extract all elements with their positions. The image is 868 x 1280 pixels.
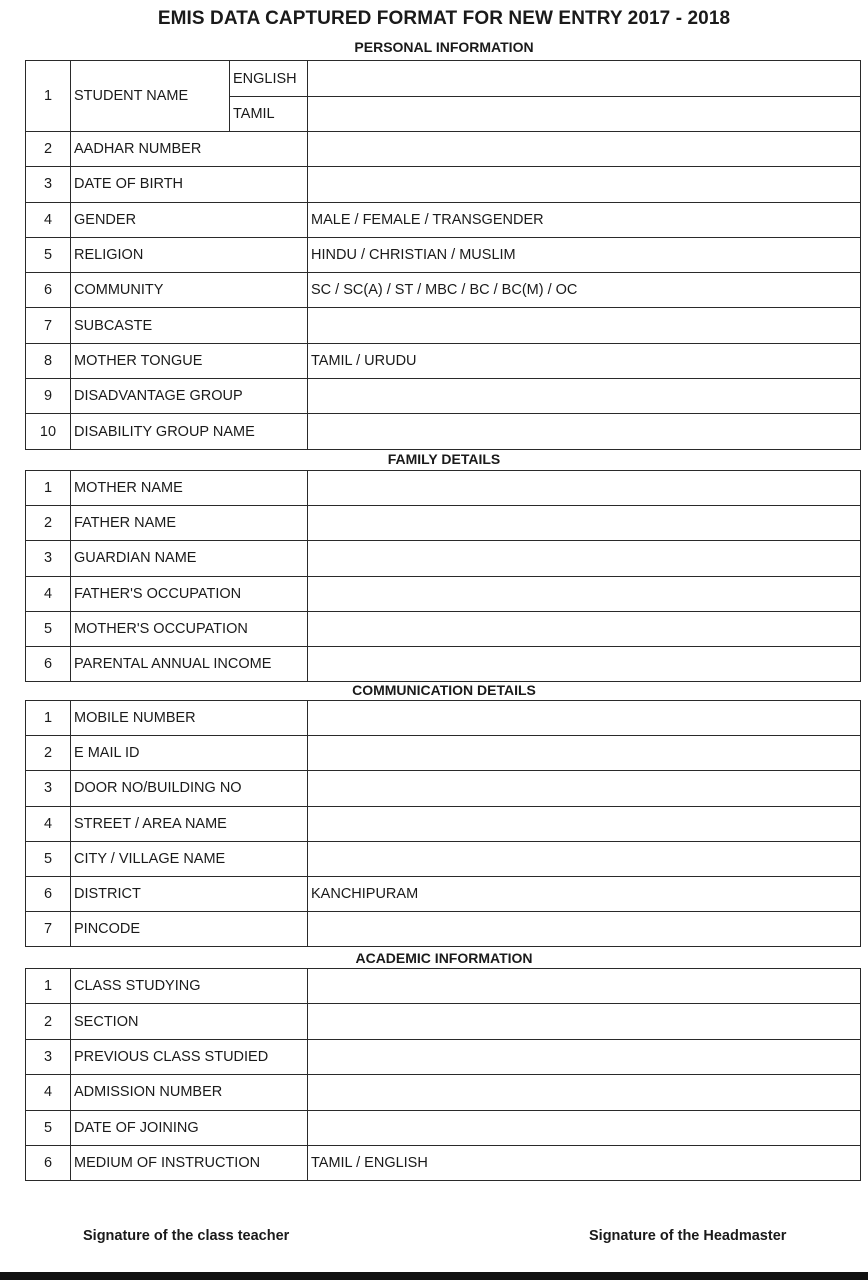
table-row [26,771,861,806]
row-number: 6 [26,1145,71,1180]
table-row [26,202,861,237]
row-label: MOTHER TONGUE [71,343,308,378]
class-teacher-signature-label: Signature of the class teacher [83,1228,290,1244]
row-label: SUBCASTE [71,308,308,343]
guardian-name-field[interactable] [308,541,861,576]
row-number: 2 [26,132,71,167]
row-number: 6 [26,646,71,681]
row-number: 4 [26,1075,71,1110]
e-mail-id-field[interactable] [308,736,861,771]
row-label: DISABILITY GROUP NAME [71,414,308,449]
table-row [26,273,861,308]
table-row [26,1075,861,1110]
academic-info-heading: ACADEMIC INFORMATION [355,950,533,966]
academic-info-table [25,968,861,1181]
row-number: 5 [26,611,71,646]
table-row [26,1004,861,1039]
row-label: FATHER NAME [71,506,308,541]
row-label: DISTRICT [71,876,308,911]
row-number: 2 [26,506,71,541]
row-label: MOTHER'S OCCUPATION [71,611,308,646]
table-row [26,308,861,343]
family-details-table [25,470,861,682]
row-label: DATE OF JOINING [71,1110,308,1145]
row-label: STUDENT NAME [71,61,230,132]
row-number: 5 [26,1110,71,1145]
row-label: CLASS STUDYING [71,969,308,1004]
row-number: 10 [26,414,71,449]
table-row [26,167,861,202]
communication-details-table [25,700,861,947]
row-number: 3 [26,1039,71,1074]
street-area-name-field[interactable] [308,806,861,841]
row-label: MOBILE NUMBER [71,701,308,736]
table-row [26,806,861,841]
section-field[interactable] [308,1004,861,1039]
table-row [26,541,861,576]
student-name-english-field[interactable] [308,61,861,97]
table-row [26,969,861,1004]
table-row [26,379,861,414]
table-row [26,646,861,681]
row-label: MOTHER NAME [71,471,308,506]
mother-tongue-field[interactable]: TAMIL / URUDU [308,343,861,378]
religion-field[interactable]: HINDU / CHRISTIAN / MUSLIM [308,237,861,272]
table-row [26,1039,861,1074]
table-row [26,343,861,378]
row-number: 4 [26,806,71,841]
row-label: DATE OF BIRTH [71,167,308,202]
table-row [26,506,861,541]
sub-label-english: ENGLISH [230,61,308,97]
row-label: AADHAR NUMBER [71,132,308,167]
date-of-birth-field[interactable] [308,167,861,202]
family-details-heading: FAMILY DETAILS [387,451,501,467]
row-label: FATHER'S OCCUPATION [71,576,308,611]
previous-class-studied-field[interactable] [308,1039,861,1074]
medium-of-instruction-field[interactable]: TAMIL / ENGLISH [308,1145,861,1180]
bottom-bar [0,1272,868,1280]
row-number: 1 [26,701,71,736]
row-number: 1 [26,969,71,1004]
table-row [26,1145,861,1180]
table-row [26,841,861,876]
student-name-tamil-field[interactable] [308,97,861,132]
row-number: 6 [26,876,71,911]
row-label: DOOR NO/BUILDING NO [71,771,308,806]
father-s-occupation-field[interactable] [308,576,861,611]
table-row [26,1110,861,1145]
row-number: 2 [26,1004,71,1039]
row-number: 8 [26,343,71,378]
gender-field[interactable]: MALE / FEMALE / TRANSGENDER [308,202,861,237]
row-label: PINCODE [71,912,308,947]
disability-group-name-field[interactable] [308,414,861,449]
table-row [26,132,861,167]
row-number: 1 [26,471,71,506]
table-row [26,471,861,506]
sub-label-tamil: TAMIL [230,97,308,132]
personal-info-heading: PERSONAL INFORMATION [354,39,534,55]
table-row [26,876,861,911]
district-field[interactable]: KANCHIPURAM [308,876,861,911]
row-label: ADMISSION NUMBER [71,1075,308,1110]
row-number: 4 [26,202,71,237]
admission-number-field[interactable] [308,1075,861,1110]
row-number: 1 [26,61,71,132]
community-field[interactable]: SC / SC(A) / ST / MBC / BC / BC(M) / OC [308,273,861,308]
row-label: SECTION [71,1004,308,1039]
table-row [26,611,861,646]
row-label: STREET / AREA NAME [71,806,308,841]
row-number: 5 [26,237,71,272]
row-label: PREVIOUS CLASS STUDIED [71,1039,308,1074]
disadvantage-group-field[interactable] [308,379,861,414]
row-number: 2 [26,736,71,771]
form-title: EMIS DATA CAPTURED FORMAT FOR NEW ENTRY 2017 - 2018 [157,8,731,29]
date-of-joining-field[interactable] [308,1110,861,1145]
row-number: 9 [26,379,71,414]
personal-info-table [25,60,861,450]
subcaste-field[interactable] [308,308,861,343]
communication-details-heading: COMMUNICATION DETAILS [352,682,536,698]
mobile-number-field[interactable] [308,701,861,736]
parental-annual-income-field[interactable] [308,646,861,681]
row-number: 7 [26,308,71,343]
door-no-building-no-field[interactable] [308,771,861,806]
row-label: MEDIUM OF INSTRUCTION [71,1145,308,1180]
row-label: RELIGION [71,237,308,272]
table-row [26,61,861,97]
row-number: 7 [26,912,71,947]
row-label: GUARDIAN NAME [71,541,308,576]
table-row [26,576,861,611]
father-name-field[interactable] [308,506,861,541]
row-label: COMMUNITY [71,273,308,308]
row-number: 4 [26,576,71,611]
table-row [26,701,861,736]
table-row [26,736,861,771]
row-number: 3 [26,771,71,806]
aadhar-number-field[interactable] [308,132,861,167]
row-number: 6 [26,273,71,308]
row-label: GENDER [71,202,308,237]
table-row [26,912,861,947]
row-number: 5 [26,841,71,876]
table-row [26,237,861,272]
row-number: 3 [26,167,71,202]
row-number: 3 [26,541,71,576]
mother-s-occupation-field[interactable] [308,611,861,646]
mother-name-field[interactable] [308,471,861,506]
city-village-name-field[interactable] [308,841,861,876]
row-label: E MAIL ID [71,736,308,771]
headmaster-signature-label: Signature of the Headmaster [589,1228,787,1244]
row-label: PARENTAL ANNUAL INCOME [71,646,308,681]
pincode-field[interactable] [308,912,861,947]
class-studying-field[interactable] [308,969,861,1004]
row-label: CITY / VILLAGE NAME [71,841,308,876]
row-label: DISADVANTAGE GROUP [71,379,308,414]
table-row [26,414,861,449]
